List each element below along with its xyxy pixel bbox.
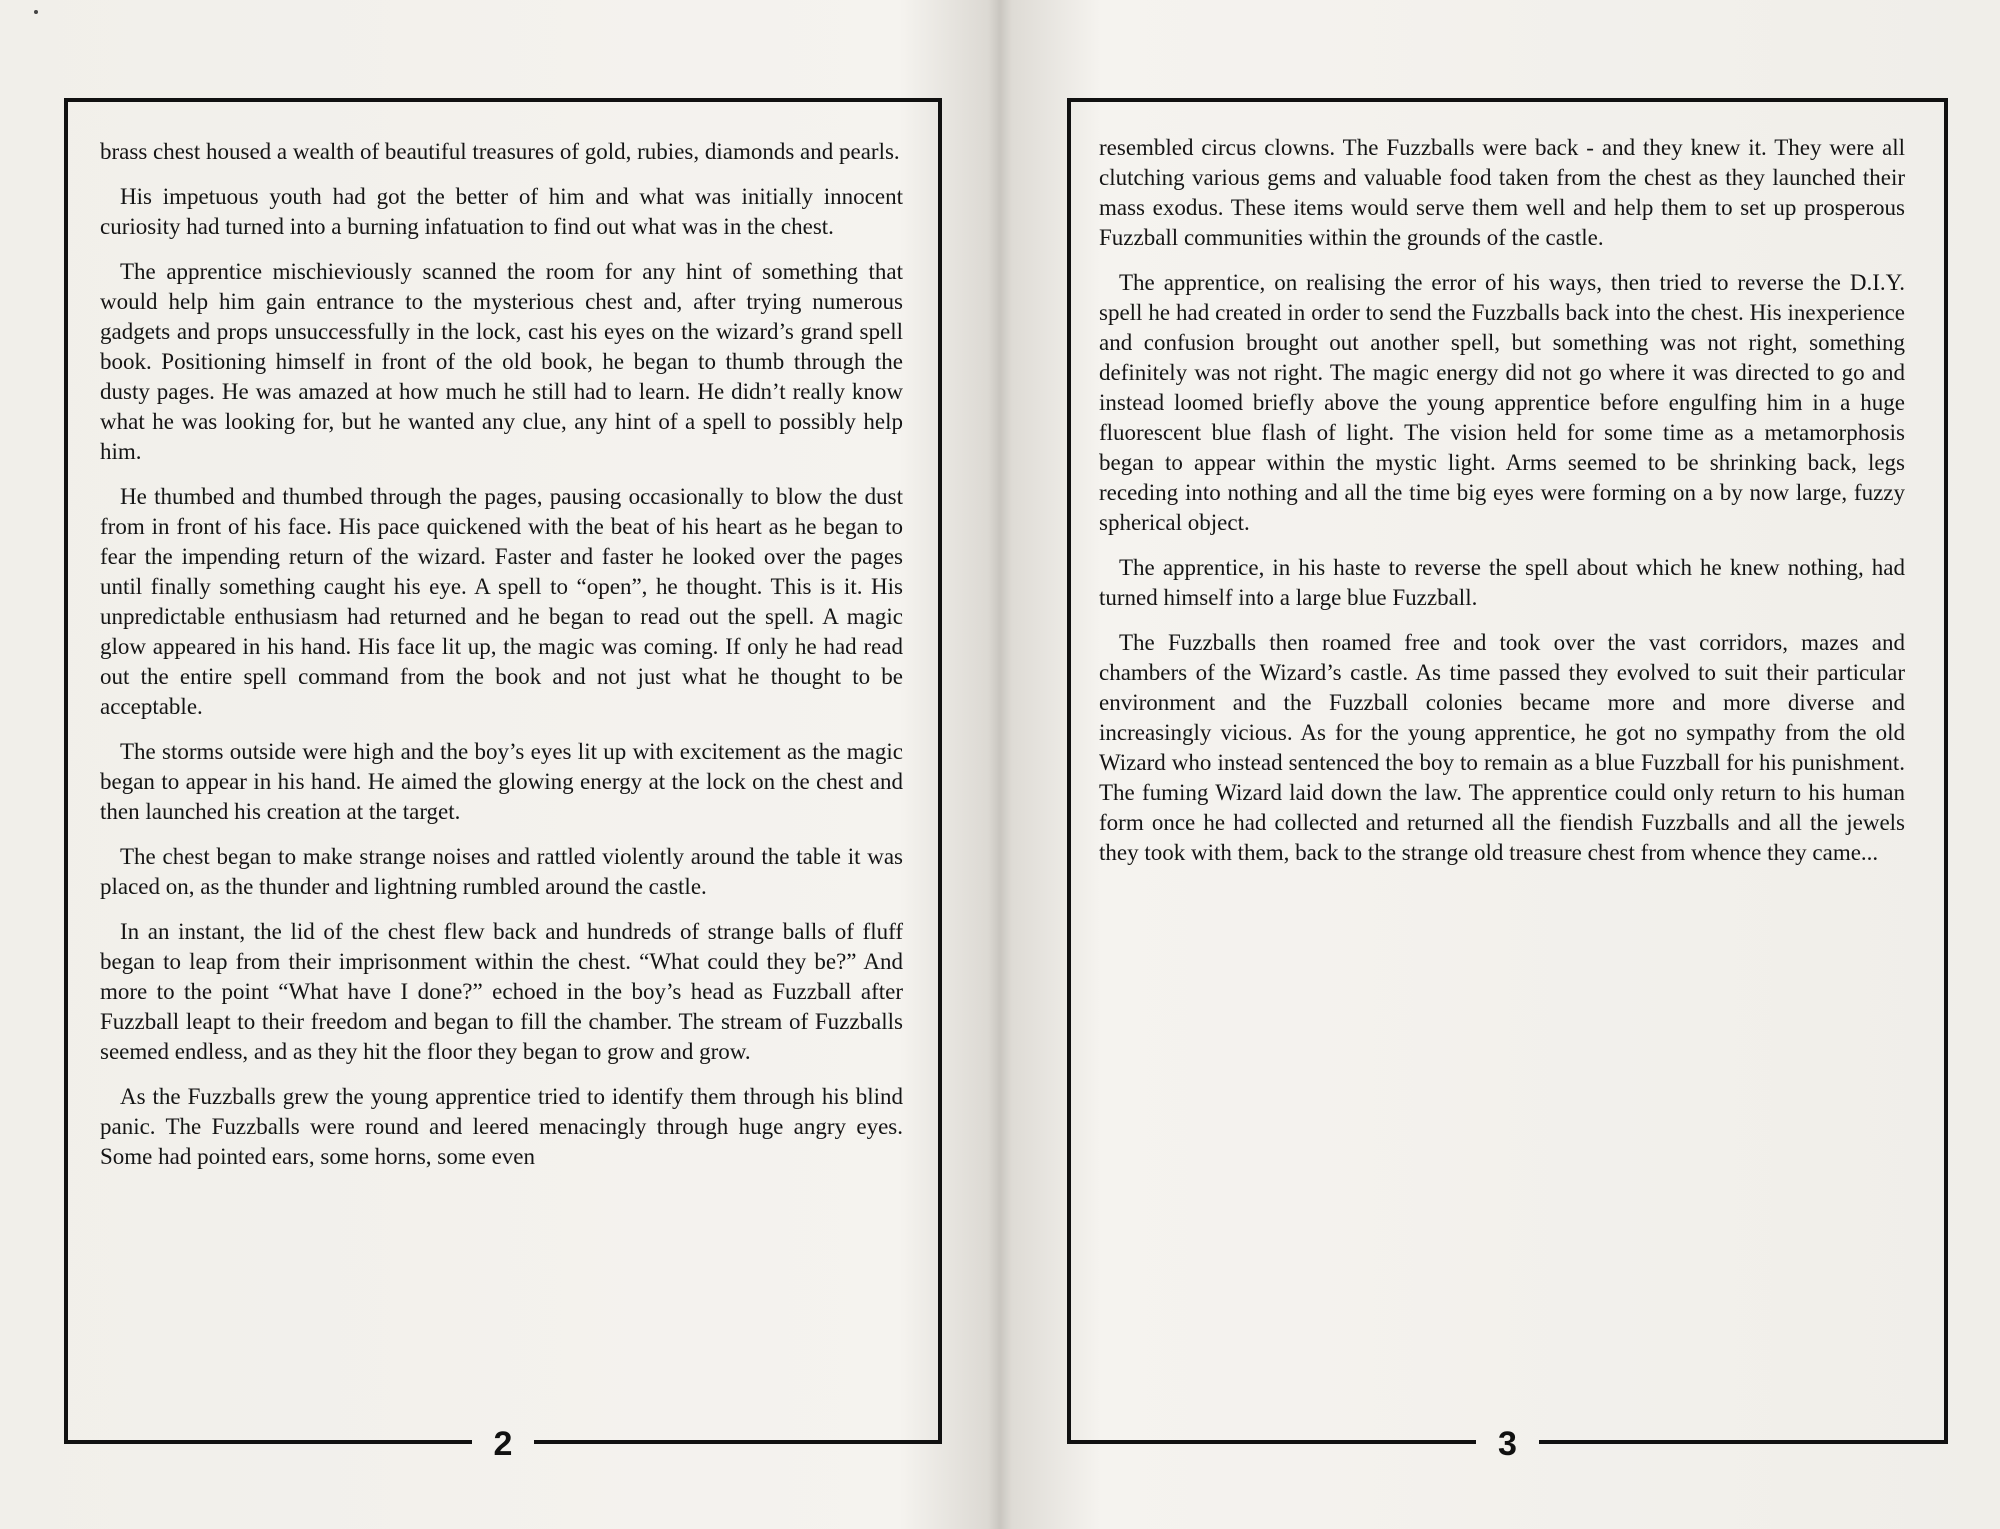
right-page-body-text bbox=[1099, 133, 1905, 883]
paragraph: resembled circus clowns. The Fuzzballs were back - and they knew it. They were all clutching various gems and valuable food taken from the chest as they launched their mass exodus. These items would serve them well and help them to set up prosperous Fuzzball communities within the grounds of the castle. bbox=[1099, 135, 1905, 250]
paragraph: The apprentice, in his haste to reverse the spell about which he knew nothing, had turned himself into a large blue Fuzzball. bbox=[1099, 555, 1905, 610]
footer-rule-left-segment bbox=[1067, 1440, 1476, 1444]
footer-rule-left-segment bbox=[64, 1440, 472, 1444]
footer-rule-right-segment bbox=[1539, 1440, 1948, 1444]
footer-rule-right-segment bbox=[534, 1440, 942, 1444]
left-page-footer-rule bbox=[64, 1425, 942, 1463]
paragraph: The apprentice mischieviously scanned the room for any hint of something that would help him gain entrance to the mysterious chest and, after trying numerous gadgets and props unsuccessfully in the lock, cast his eyes on the wizard’s grand spell book. Positioning himself in front of the old book, he began to thumb through the dusty pages. He was amazed at how much he still had to learn. He didn’t really know what he was looking for, but he wanted any clue, any hint of a spell to possibly help him. bbox=[100, 259, 903, 464]
paragraph: He thumbed and thumbed through the pages, pausing occasionally to blow the dust from in front of his face. His pace quickened with the beat of his heart as he began to fear the impending return of the wizard. Faster and faster he looked over the pages until finally something caught his eye. A spell to “open”, he thought. This is it. His unpredictable enthusiasm had returned and he began to read out the spell. A magic glow appeared in his hand. His face lit up, the magic was coming. If only he had read out the entire spell command from the book and not just what he thought to be acceptable. bbox=[100, 484, 903, 719]
paragraph: The chest began to make strange noises and rattled violently around the table it was placed on, as the thunder and lightning rumbled around the castle. bbox=[100, 844, 903, 899]
page-number: 3 bbox=[1498, 1425, 1517, 1463]
paragraph: In an instant, the lid of the chest flew back and hundreds of strange balls of fluff began to leap from their imprisonment within the chest. “What could they be?” And more to the point “What have I done?” echoed in the boy’s head as Fuzzball after Fuzzball leapt to their freedom and began to fill the chamber. The stream of Fuzzballs seemed endless, and as they hit the floor they began to grow and grow. bbox=[100, 919, 903, 1064]
paragraph: His impetuous youth had got the better of him and what was initially innocent curiosity had turned into a burning infatuation to find out what was in the chest. bbox=[100, 184, 903, 239]
paragraph: The apprentice, on realising the error of his ways, then tried to reverse the D.I.Y. spell he had created in order to send the Fuzzballs back into the chest. His inexperience and confusion brought out another spell, but something was not right, something definitely was not right. The magic energy did not go where it was directed to go and instead loomed briefly above the young apprentice before engulfing him in a huge fluorescent blue flash of light. The vision held for some time as a metamorphosis began to appear within the mystic light. Arms seemed to be shrinking back, legs receding into nothing and all the time big eyes were forming on a by now large, fuzzy spherical object. bbox=[1099, 270, 1905, 535]
paragraph: brass chest housed a wealth of beautiful treasures of gold, rubies, diamonds and pearls. bbox=[100, 139, 900, 164]
paragraph: The Fuzzballs then roamed free and took over the vast corridors, mazes and chambers of the Wizard’s castle. As time passed they evolved to suit their particular environment and the Fuzzball colonies became more and more diverse and increasingly vicious. As for the young apprentice, he got no sympathy from the old Wizard who instead sentenced the boy to remain as a blue Fuzzball for his punishment. The fuming Wizard laid down the law. The apprentice could only return to his human form once he had collected and returned all the fiendish Fuzzballs and all the jewels they took with them, back to the strange old treasure chest from whence they came... bbox=[1099, 630, 1905, 865]
page-number: 2 bbox=[493, 1425, 513, 1463]
right-page-footer-rule bbox=[1067, 1425, 1948, 1463]
right-page bbox=[1000, 0, 2000, 1529]
paragraph: As the Fuzzballs grew the young apprentice tried to identify them through his blind panic. The Fuzzballs were round and leered menacingly through huge angry eyes. Some had pointed ears, some horns, some even bbox=[100, 1084, 903, 1169]
left-page-body-text bbox=[100, 137, 903, 1187]
paragraph: The storms outside were high and the boy’s eyes lit up with excitement as the magic began to appear in his hand. He aimed the glowing energy at the lock on the chest and then launched his creation at the target. bbox=[100, 739, 903, 824]
